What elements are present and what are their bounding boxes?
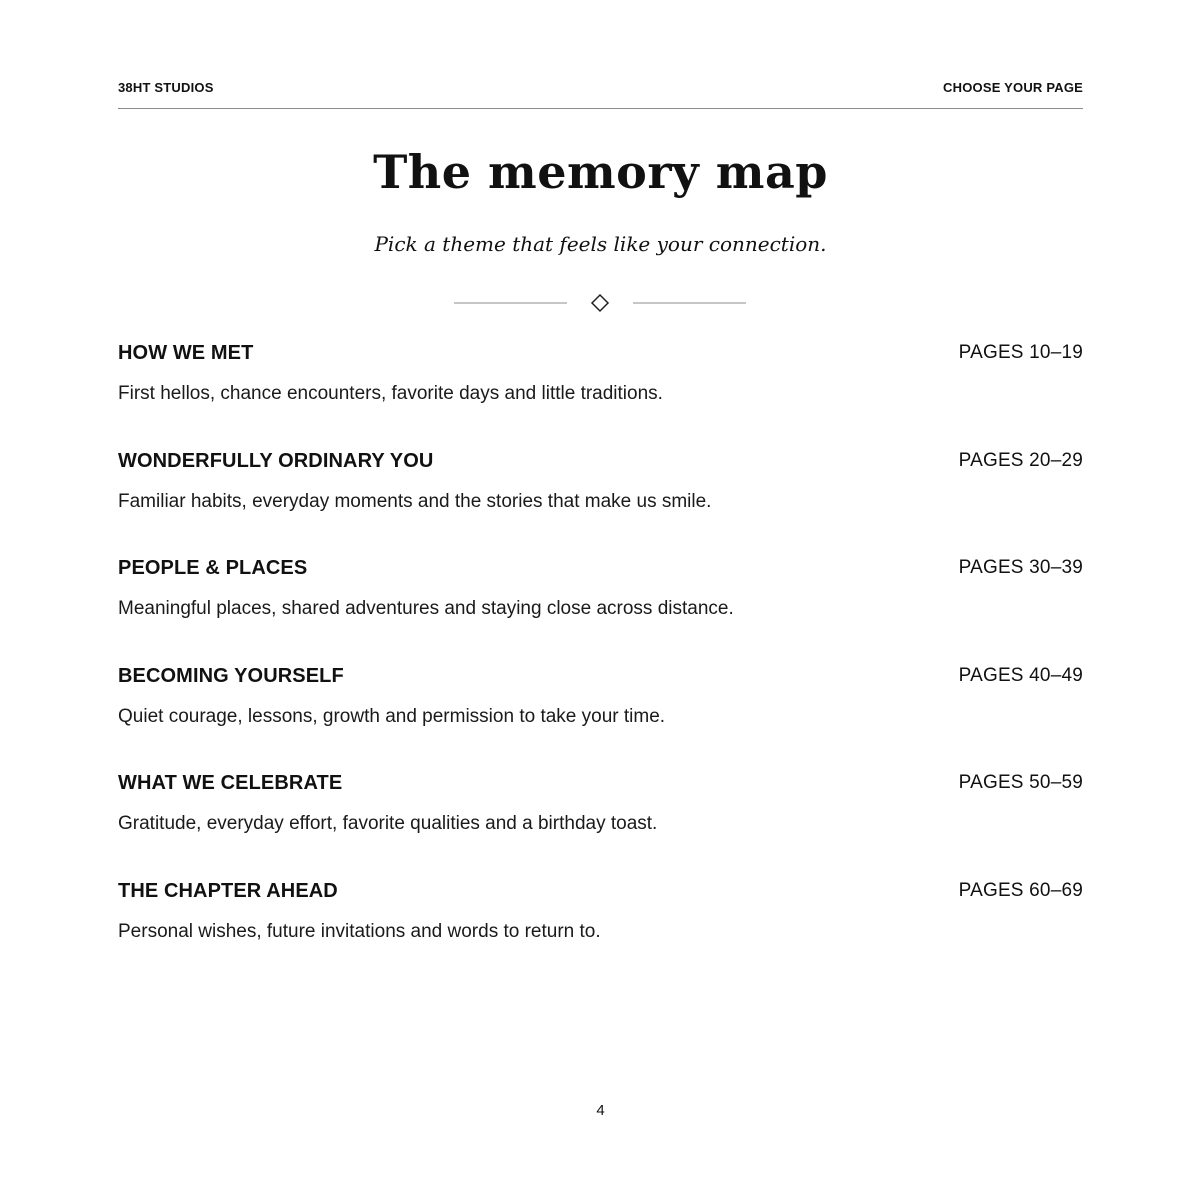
theme-description: Familiar habits, everyday moments and the stories that make us smile.: [118, 490, 712, 512]
theme-title: HOW WE MET: [118, 342, 254, 364]
theme-page-range: PAGES 50–59: [958, 772, 1083, 794]
theme-section: [118, 446, 1083, 554]
theme-description: Quiet courage, lessons, growth and permission to take your time.: [118, 705, 666, 727]
theme-title: PEOPLE & PLACES: [118, 557, 308, 580]
theme-page-range: PAGES 20–29: [958, 449, 1083, 471]
theme-list: [118, 338, 1083, 984]
theme-description: Gratitude, everyday effort, favorite qualities and a birthday toast.: [118, 813, 658, 835]
theme-description: First hellos, chance encounters, favorite days and little traditions.: [118, 383, 663, 404]
theme-title: THE CHAPTER AHEAD: [118, 879, 338, 902]
theme-title: WONDERFULLY ORDINARY YOU: [118, 449, 434, 472]
document-page: [118, 0, 1083, 1200]
diamond-icon: [592, 295, 608, 311]
choose-your-page-label: CHOOSE YOUR PAGE: [943, 79, 1083, 95]
theme-page-range: PAGES 30–39: [958, 557, 1083, 579]
theme-page-range: PAGES 40–49: [958, 664, 1083, 686]
theme-title: WHAT WE CELEBRATE: [118, 772, 343, 795]
theme-section: [118, 768, 1083, 876]
theme-description: Personal wishes, future invitations and words to return to.: [118, 920, 601, 942]
page-title: The memory map: [373, 145, 828, 199]
theme-section: [118, 553, 1083, 661]
ornament-divider: [454, 292, 746, 314]
theme-page-range: PAGES 60–69: [958, 879, 1083, 901]
theme-description: Meaningful places, shared adventures and staying close across distance.: [118, 598, 734, 620]
theme-section: [118, 661, 1083, 769]
theme-section: [118, 876, 1083, 984]
page-number: 4: [596, 1102, 605, 1119]
brand-name: 38HT STUDIOS: [118, 79, 214, 95]
theme-page-range: PAGES 10–19: [958, 342, 1083, 363]
theme-title: BECOMING YOURSELF: [118, 664, 344, 687]
theme-section: [118, 338, 1083, 446]
page-subtitle: Pick a theme that feels like your connection.: [374, 232, 827, 256]
page-header: [118, 77, 1083, 97]
header-divider: [118, 108, 1083, 109]
